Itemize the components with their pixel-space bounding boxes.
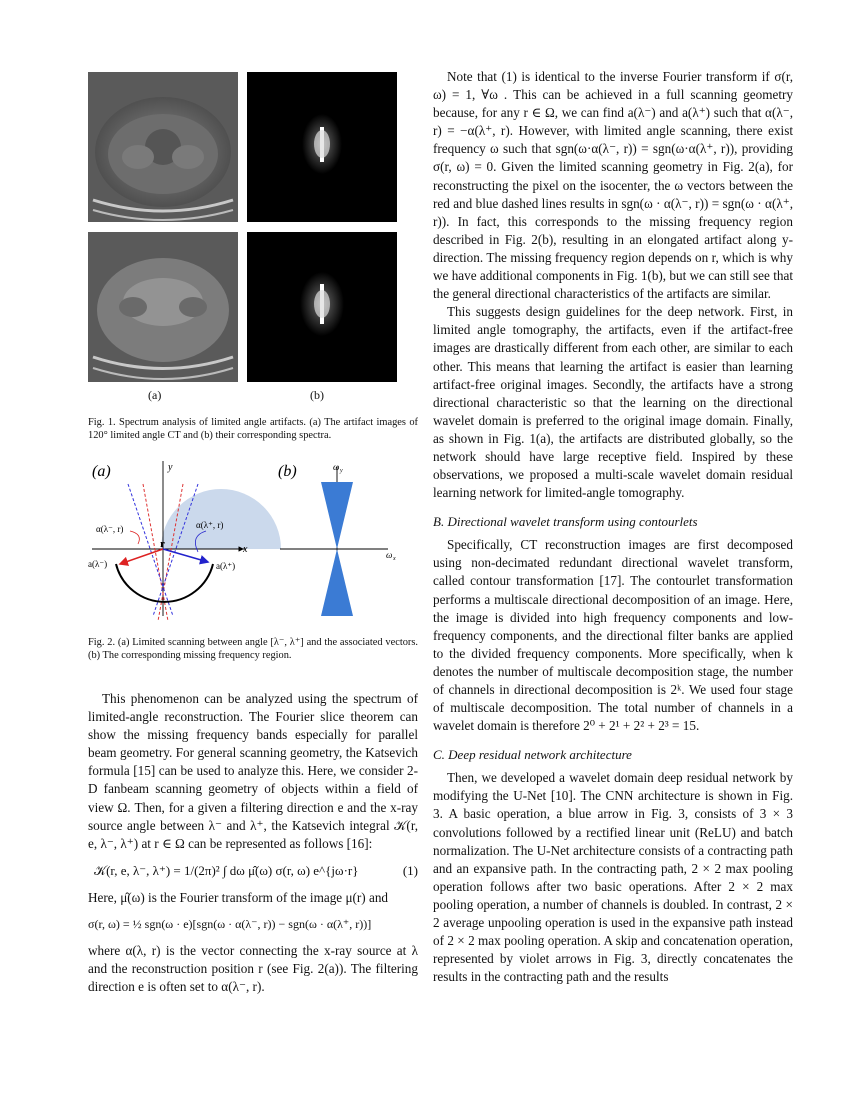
fig2-alpha-minus: α(λ⁻, r): [96, 524, 124, 534]
fig2-diagram: [88, 456, 418, 626]
spectrum-image-2: [247, 232, 397, 382]
fig2-wy-label: ω: [333, 462, 340, 472]
right-paragraph-2: This suggests design guidelines for the deep network. First, in limited angle tomography, the artifacts, even if the artifact-free images are drastically different from each other, are similar to each other. This means that learning the artifact is easier than learning artifact-free original images. Secondly, the artifacts have a strong directional characteristic so that the learning on the directional wavelet domain is preferred to the original image domain. Finally, as shown in Fig. 1(a), the artifacts are distributed globally, so the network should have large receptive field. Inspired by these observations, we proposed a multi-scale wavelet domain residual learning network for limited-angle tomography.: [433, 304, 793, 501]
fig1-caption: Fig. 1. Spectrum analysis of limited angle artifacts. (a) The artifact images of 120° limited angle CT and (b) their corresponding spectra.: [88, 417, 418, 441]
fig2-a-minus: a(λ⁻): [88, 559, 108, 569]
fig1-label-b: (b): [310, 388, 324, 402]
left-column-text: [88, 690, 418, 996]
svg-text:y: y: [340, 468, 343, 474]
fig2-x-label: x: [243, 544, 248, 555]
equation-1-body: 𝒦(r, e, λ⁻, λ⁺) = 1/(2π)² ∫ dω μ̂(ω) σ(r, ω) e^{jω·r}: [94, 862, 359, 878]
fig2-caption: Fig. 2. (a) Limited scanning between angle [λ⁻, λ⁺] and the associated vectors. (b) The corresponding missing frequency region.: [88, 637, 418, 661]
left-paragraph-1: This phenomenon can be analyzed using the spectrum of limited-angle reconstruction. The Fourier slice theorem can show the missing frequency bands especially for parallel beam geometry. For general scanning geometry, the Katsevich formula [15] can be used to analyze this. Here, we consider 2-D fanbeam scanning geometry of objects within a field of view Ω. Then, for a given a filtering direction e and the x-ray source angle between λ⁻ and λ⁺, the Katsevich integral 𝒦(r, e, λ⁻, λ⁺) at r ∈ Ω can be represented as follows [16]:: [88, 691, 418, 851]
fig2-panel-a-label: (a): [92, 463, 111, 480]
spectrum-image-1: [247, 72, 397, 222]
fig2-panel-b-label: (b): [278, 463, 297, 480]
equation-1: [88, 863, 418, 879]
fig2-y-label: y: [168, 462, 173, 473]
left-paragraph-2: Here, μ̂(ω) is the Fourier transform of the image μ(r) and: [88, 889, 389, 905]
fig2-a-plus: a(λ⁺): [216, 561, 236, 571]
right-paragraph-4: Then, we developed a wavelet domain deep residual network by modifying the U-Net [10]. The CNN architecture is shown in Fig. 3. A basic operation, a blue arrow in Fig. 3, consists of 3 × 3 convolutions followed by a rectified linear unit (ReLU) and batch normalization. The U-Net architecture consists of a contracting path and an expansive path. In the contracting path, 2 × 2 max pooling operation follows after two basic operations. After 2 × 2 max pooling operation, a number of channels is doubled. In contrast, 2 × 2 average unpooling operation is used in the expansive path instead of 2 × 2 max pooling operation. A skip and concatenation operation, represented by violet arrows in Fig. 3, directly concatenates the results in the contracting path and the results: [433, 770, 793, 985]
fig2-alpha-plus: α(λ⁺, r): [196, 520, 224, 530]
right-paragraph-1: Note that (1) is identical to the inverse Fourier transform if σ(r, ω) = 1, ∀ω . This can be achieved in a full scanning geometry because, for any r ∈ Ω, we can find a(λ⁻) and a(λ⁺) such that α(λ⁻, r) = −α(λ⁺, r). However, with limited angle scanning, there exist frequency ω such that sgn(ω·α(λ⁻, r)) = sgn(ω·α(λ⁺, r)), providing σ(r, ω) = 0. Given the limited scanning geometry in Fig. 2(a), for reconstructing the pixel on the isocenter, the ω vectors between the red and blue dashed lines results in sgn(ω · α(λ⁻, r)) = sgn(ω · α(λ⁺, r)). In fact, this corresponds to the missing frequency region described in Fig. 2(b), resulting in an elongated artifact along y-direction. The missing frequency region depends on r, which is why we have additional components in Fig. 1(b), but we can still see that the general directional characteristics of the artifacts are similar.: [433, 69, 793, 302]
right-paragraph-3: Specifically, CT reconstruction images are first decomposed using non-decimated redundant directional wavelet transform, called contour transformation [17]. The contourlet transformation performs a multiscale directional decomposition of an image. Here, the image is divided into high frequency components and low-frequency components, and the directional filter banks are applied to the divided frequency components. More specifically, when k denotes the number of multiscale decomposition stage, the number of channels in directional decomposition is 2ᵏ. We used four stage of multiscale decomposition. The total number of channels in a wavelet domain is therefore 2⁰ + 2¹ + 2² + 2³ = 15.: [433, 537, 793, 734]
left-paragraph-3: where α(λ, r) is the vector connecting the x-ray source at λ and the reconstruction position r (see Fig. 2(a)). The filtering direction e is often set to α(λ⁻, r).: [88, 942, 418, 995]
svg-text:x: x: [393, 556, 396, 562]
fig2-r-label: r: [160, 538, 165, 550]
section-b-heading: B. Directional wavelet transform using contourlets: [433, 514, 698, 530]
section-c-heading: C. Deep residual network architecture: [433, 747, 632, 763]
fig2-wx-label: ω: [386, 550, 393, 560]
equation-2: σ(r, ω) = ½ sgn(ω · e)[sgn(ω · α(λ⁻, r)) − sgn(ω · α(λ⁺, r))]: [88, 916, 372, 931]
right-column-text: [433, 68, 793, 986]
ct-artifact-image-pelvis: [88, 232, 238, 382]
equation-1-number: (1): [402, 862, 418, 878]
ct-artifact-image-chest: [88, 72, 238, 222]
fig2: [88, 456, 418, 626]
fig1-label-a: (a): [148, 388, 162, 402]
